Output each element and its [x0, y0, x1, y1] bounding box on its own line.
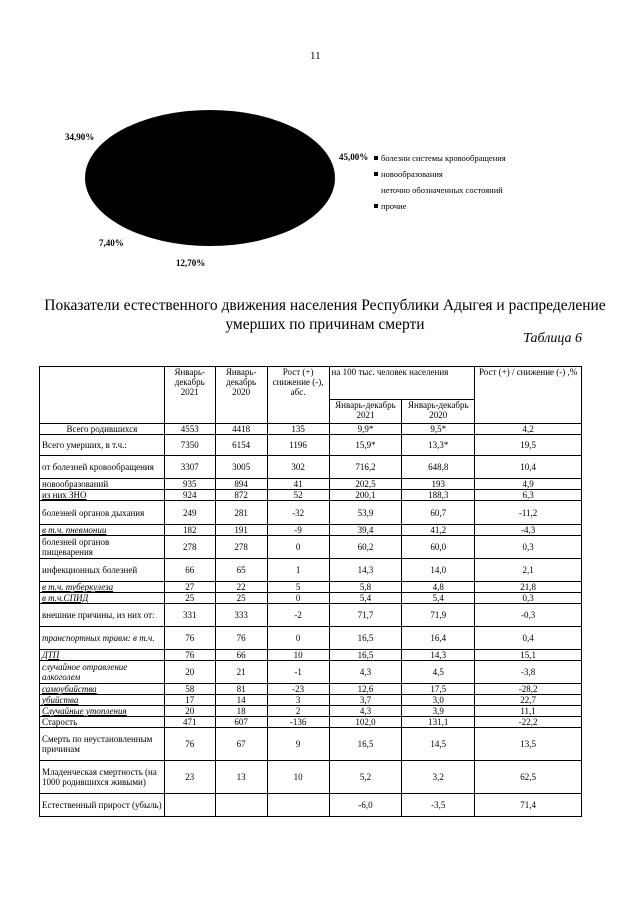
cell-c6: -4,3: [475, 525, 582, 536]
cell-c1: 76: [164, 728, 215, 761]
cell-c3: 3: [267, 695, 329, 706]
table-row: [40, 604, 582, 627]
cell-c5: 193: [402, 479, 475, 490]
row-label-text: внешние причины, из них от:: [42, 610, 155, 620]
row-label: [40, 684, 165, 695]
cell-c6: 15,1: [475, 650, 582, 661]
cell-c6: 21,8: [475, 582, 582, 593]
cell-c6: -11,2: [475, 501, 582, 525]
table-row: [40, 706, 582, 717]
legend-swatch: [374, 156, 378, 160]
table-row: [40, 593, 582, 604]
cell-c5: 14,0: [402, 559, 475, 582]
pie-legend: [374, 150, 506, 214]
cell-c6: -28,2: [475, 684, 582, 695]
cell-c2: 18: [215, 706, 267, 717]
cell-c1: [164, 794, 215, 817]
row-label-text: в т.ч. пневмонии: [42, 525, 107, 535]
cell-c3: 0: [267, 536, 329, 559]
cell-c3: 41: [267, 479, 329, 490]
row-label: [40, 593, 165, 604]
cell-c2: 13: [215, 761, 267, 794]
cell-c4: 12,6: [329, 684, 402, 695]
cell-c2: 281: [215, 501, 267, 525]
row-label-text: самоубийства: [42, 684, 97, 694]
cell-c1: 182: [164, 525, 215, 536]
cell-c6: 10,4: [475, 456, 582, 479]
cell-c4: 5,8: [329, 582, 402, 593]
cell-c6: 22,7: [475, 695, 582, 706]
cell-c2: 607: [215, 717, 267, 728]
cell-c2: 25: [215, 593, 267, 604]
table-row: [40, 501, 582, 525]
cell-c2: 14: [215, 695, 267, 706]
cell-c2: 81: [215, 684, 267, 695]
cell-c4: 16,5: [329, 728, 402, 761]
cell-c2: 22: [215, 582, 267, 593]
legend-item: [374, 150, 506, 166]
cell-c1: 66: [164, 559, 215, 582]
row-label-text: транспортных травм: в т.ч.: [42, 633, 155, 643]
cell-c5: 14,3: [402, 650, 475, 661]
header-change-pct: Рост (+) / снижение (-) ,%: [475, 367, 582, 424]
cell-c5: 17,5: [402, 684, 475, 695]
row-label: [40, 794, 165, 817]
cell-c3: 135: [267, 424, 329, 435]
cell-c6: 62,5: [475, 761, 582, 794]
cell-c5: 4,8: [402, 582, 475, 593]
pie-label-krovoobr: 45,00%: [339, 152, 369, 162]
cell-c3: 302: [267, 456, 329, 479]
row-label-text: случайное отравление алкоголем: [42, 662, 128, 682]
cell-c2: 894: [215, 479, 267, 490]
cell-c4: 202,5: [329, 479, 402, 490]
cell-c4: 102,0: [329, 717, 402, 728]
cell-c1: 76: [164, 650, 215, 661]
row-label: [40, 536, 165, 559]
cell-c3: -2: [267, 604, 329, 627]
cell-c5: 9,5*: [402, 424, 475, 435]
row-label: [40, 728, 165, 761]
cell-c3: 10: [267, 761, 329, 794]
cell-c6: 0,4: [475, 627, 582, 650]
cell-c4: 3,7: [329, 695, 402, 706]
cell-c3: 10: [267, 650, 329, 661]
cell-c5: 14,5: [402, 728, 475, 761]
table-row: [40, 456, 582, 479]
cell-c4: 16,5: [329, 650, 402, 661]
page-number: 11: [310, 50, 321, 62]
legend-swatch: [374, 172, 378, 176]
cell-c1: 58: [164, 684, 215, 695]
cell-c1: 4553: [164, 424, 215, 435]
cell-c6: 2,1: [475, 559, 582, 582]
legend-text: болезни системы кровообращения: [381, 153, 506, 163]
cell-c5: 41,2: [402, 525, 475, 536]
table-row: [40, 525, 582, 536]
cell-c3: 0: [267, 593, 329, 604]
cell-c6: 4,9: [475, 479, 582, 490]
cell-c6: 13,5: [475, 728, 582, 761]
row-label-text: болезней органов пищеварения: [42, 537, 110, 557]
cell-c3: [267, 794, 329, 817]
row-label-text: болезней органов дыхания: [42, 507, 145, 518]
cell-c1: 25: [164, 593, 215, 604]
cell-c3: 2: [267, 706, 329, 717]
row-label: [40, 695, 165, 706]
cell-c2: 21: [215, 661, 267, 684]
cell-c5: 3,9: [402, 706, 475, 717]
cell-c5: 3,0: [402, 695, 475, 706]
cell-c2: 4418: [215, 424, 267, 435]
cell-c3: 1196: [267, 435, 329, 456]
cell-c5: 60,7: [402, 501, 475, 525]
cell-c6: -22,2: [475, 717, 582, 728]
cell-c4: 200,1: [329, 490, 402, 501]
table-row: [40, 479, 582, 490]
header-empty: [40, 367, 165, 424]
cell-c1: 278: [164, 536, 215, 559]
cell-c4: 4,3: [329, 661, 402, 684]
row-label: [40, 559, 165, 582]
row-label: [40, 761, 165, 794]
cell-c5: 4,5: [402, 661, 475, 684]
cell-c2: 66: [215, 650, 267, 661]
table-row: [40, 661, 582, 684]
row-label: [40, 435, 165, 456]
cell-c3: 5: [267, 582, 329, 593]
cell-c5: 5,4: [402, 593, 475, 604]
legend-text: новообразования: [381, 169, 443, 179]
row-label: [40, 490, 165, 501]
row-label-text: Естественный прирост (убыль): [42, 800, 162, 810]
table-row: [40, 627, 582, 650]
cell-c6: -3,8: [475, 661, 582, 684]
cell-c5: 60,0: [402, 536, 475, 559]
row-label-text: в т.ч.СПИД: [42, 593, 89, 603]
cell-c1: 76: [164, 627, 215, 650]
table-row: [40, 435, 582, 456]
cell-c4: 5,4: [329, 593, 402, 604]
table-row: [40, 761, 582, 794]
cell-c2: 67: [215, 728, 267, 761]
cell-c4: 53,9: [329, 501, 402, 525]
row-label: [40, 717, 165, 728]
cell-c5: 13,3*: [402, 435, 475, 456]
cell-c2: 65: [215, 559, 267, 582]
cell-c5: 131,1: [402, 717, 475, 728]
cell-c2: 191: [215, 525, 267, 536]
cell-c4: -6,0: [329, 794, 402, 817]
cell-c4: 60,2: [329, 536, 402, 559]
table-row: [40, 684, 582, 695]
page-title: Показатели естественного движения населения Республики Адыгея и распределение умерших по причинам смерти: [44, 297, 606, 333]
pie-label-novoobr: 12,70%: [176, 258, 206, 268]
cell-c3: -32: [267, 501, 329, 525]
cell-c5: -3,5: [402, 794, 475, 817]
row-label: [40, 479, 165, 490]
cell-c1: 20: [164, 661, 215, 684]
row-label-text: Старость: [42, 717, 78, 727]
cell-c1: 331: [164, 604, 215, 627]
cell-c4: 39,4: [329, 525, 402, 536]
row-label-text: Всего умерших, в т.ч.:: [42, 440, 127, 450]
table-row: [40, 490, 582, 501]
cell-c6: 0,3: [475, 536, 582, 559]
cell-c6: 11,1: [475, 706, 582, 717]
cell-c5: 188,3: [402, 490, 475, 501]
row-label: [40, 604, 165, 627]
cell-c3: 52: [267, 490, 329, 501]
cell-c1: 20: [164, 706, 215, 717]
row-label-text: из них ЗНО: [42, 490, 87, 500]
cell-c3: -136: [267, 717, 329, 728]
row-label-text: от болезней кровообращения: [42, 462, 154, 472]
cell-c6: 4,2: [475, 424, 582, 435]
cell-c4: 9,9*: [329, 424, 402, 435]
table-caption: Таблица 6: [523, 331, 582, 346]
cell-c1: 249: [164, 501, 215, 525]
row-label: [40, 661, 165, 684]
row-label-text: Случайные утопления: [42, 706, 127, 716]
row-label-text: убийства: [42, 695, 79, 705]
header-jan-dec-2020: Январь-декабрь 2020: [215, 367, 267, 424]
row-label: [40, 501, 165, 525]
row-label: [40, 582, 165, 593]
row-label: [40, 627, 165, 650]
row-label-text: Смерть по неустановленным причинам: [42, 734, 153, 754]
row-label: [40, 706, 165, 717]
cell-c2: 6154: [215, 435, 267, 456]
cell-c2: 278: [215, 536, 267, 559]
cell-c6: 71,4: [475, 794, 582, 817]
table-row: [40, 728, 582, 761]
legend-swatch: [374, 204, 378, 208]
cell-c3: -9: [267, 525, 329, 536]
header-per-100k: на 100 тыс. человек населения: [329, 367, 475, 400]
row-label-text: ДТП: [42, 650, 60, 660]
legend-item: [374, 166, 506, 182]
cell-c5: 71,9: [402, 604, 475, 627]
legend-text: неточно обозначенных состояний: [381, 185, 503, 195]
cell-c5: 16,4: [402, 627, 475, 650]
cell-c5: 3,2: [402, 761, 475, 794]
row-label: [40, 424, 165, 435]
cell-c6: 6,3: [475, 490, 582, 501]
table-row: [40, 695, 582, 706]
legend-text: прочие: [381, 201, 407, 211]
cell-c1: 17: [164, 695, 215, 706]
table-row: [40, 424, 582, 435]
table-row: [40, 559, 582, 582]
table-row: [40, 582, 582, 593]
cell-c6: -0,3: [475, 604, 582, 627]
pie-body: [85, 110, 335, 246]
row-label-text: инфекционных болезней: [42, 565, 138, 575]
cell-c3: 0: [267, 627, 329, 650]
cell-c2: [215, 794, 267, 817]
cell-c6: 19,5: [475, 435, 582, 456]
cell-c3: -1: [267, 661, 329, 684]
legend-swatch: [374, 188, 378, 192]
pie-chart: [40, 100, 340, 270]
cell-c2: 76: [215, 627, 267, 650]
cell-c4: 716,2: [329, 456, 402, 479]
cell-c1: 924: [164, 490, 215, 501]
cell-c1: 471: [164, 717, 215, 728]
cell-c4: 16,5: [329, 627, 402, 650]
cell-c2: 333: [215, 604, 267, 627]
cell-c4: 5,2: [329, 761, 402, 794]
table-header-row: [40, 367, 582, 400]
header-jan-dec-2021: Январь-декабрь 2021: [164, 367, 215, 424]
legend-item: [374, 182, 506, 198]
cell-c2: 3005: [215, 456, 267, 479]
row-label: [40, 456, 165, 479]
table-row: [40, 536, 582, 559]
cell-c5: 648,8: [402, 456, 475, 479]
row-label-text: Младенческая смертность (на 1000 родившихся живыми): [42, 767, 157, 787]
header-per100k-2020: Январь-декабрь 2020: [402, 400, 475, 424]
cell-c1: 23: [164, 761, 215, 794]
cell-c6: 0,3: [475, 593, 582, 604]
cell-c2: 872: [215, 490, 267, 501]
table-row: [40, 717, 582, 728]
statistics-table: [39, 366, 582, 817]
cell-c3: 9: [267, 728, 329, 761]
row-label: [40, 650, 165, 661]
cell-c1: 7350: [164, 435, 215, 456]
legend-item: [374, 198, 506, 214]
cell-c4: 4,3: [329, 706, 402, 717]
table-body: [40, 424, 582, 817]
cell-c3: 1: [267, 559, 329, 582]
row-label-text: новообразований: [42, 479, 109, 489]
table-row: [40, 650, 582, 661]
cell-c1: 3307: [164, 456, 215, 479]
cell-c1: 27: [164, 582, 215, 593]
cell-c3: -23: [267, 684, 329, 695]
cell-c1: 935: [164, 479, 215, 490]
header-change-abs: Рост (+) снижение (-), абс.: [267, 367, 329, 424]
header-per100k-2021: Январь-декабрь 2021: [329, 400, 402, 424]
table-row: [40, 794, 582, 817]
row-label-text: в т.ч. туберкулеза: [42, 582, 114, 592]
row-label: [40, 525, 165, 536]
cell-c4: 71,7: [329, 604, 402, 627]
row-label-text: Всего родившихся: [66, 424, 138, 434]
cell-c4: 15,9*: [329, 435, 402, 456]
pie-label-prochie: 34,90%: [65, 132, 95, 142]
cell-c4: 14,3: [329, 559, 402, 582]
pie-label-neutochno: 7,40%: [99, 238, 124, 248]
